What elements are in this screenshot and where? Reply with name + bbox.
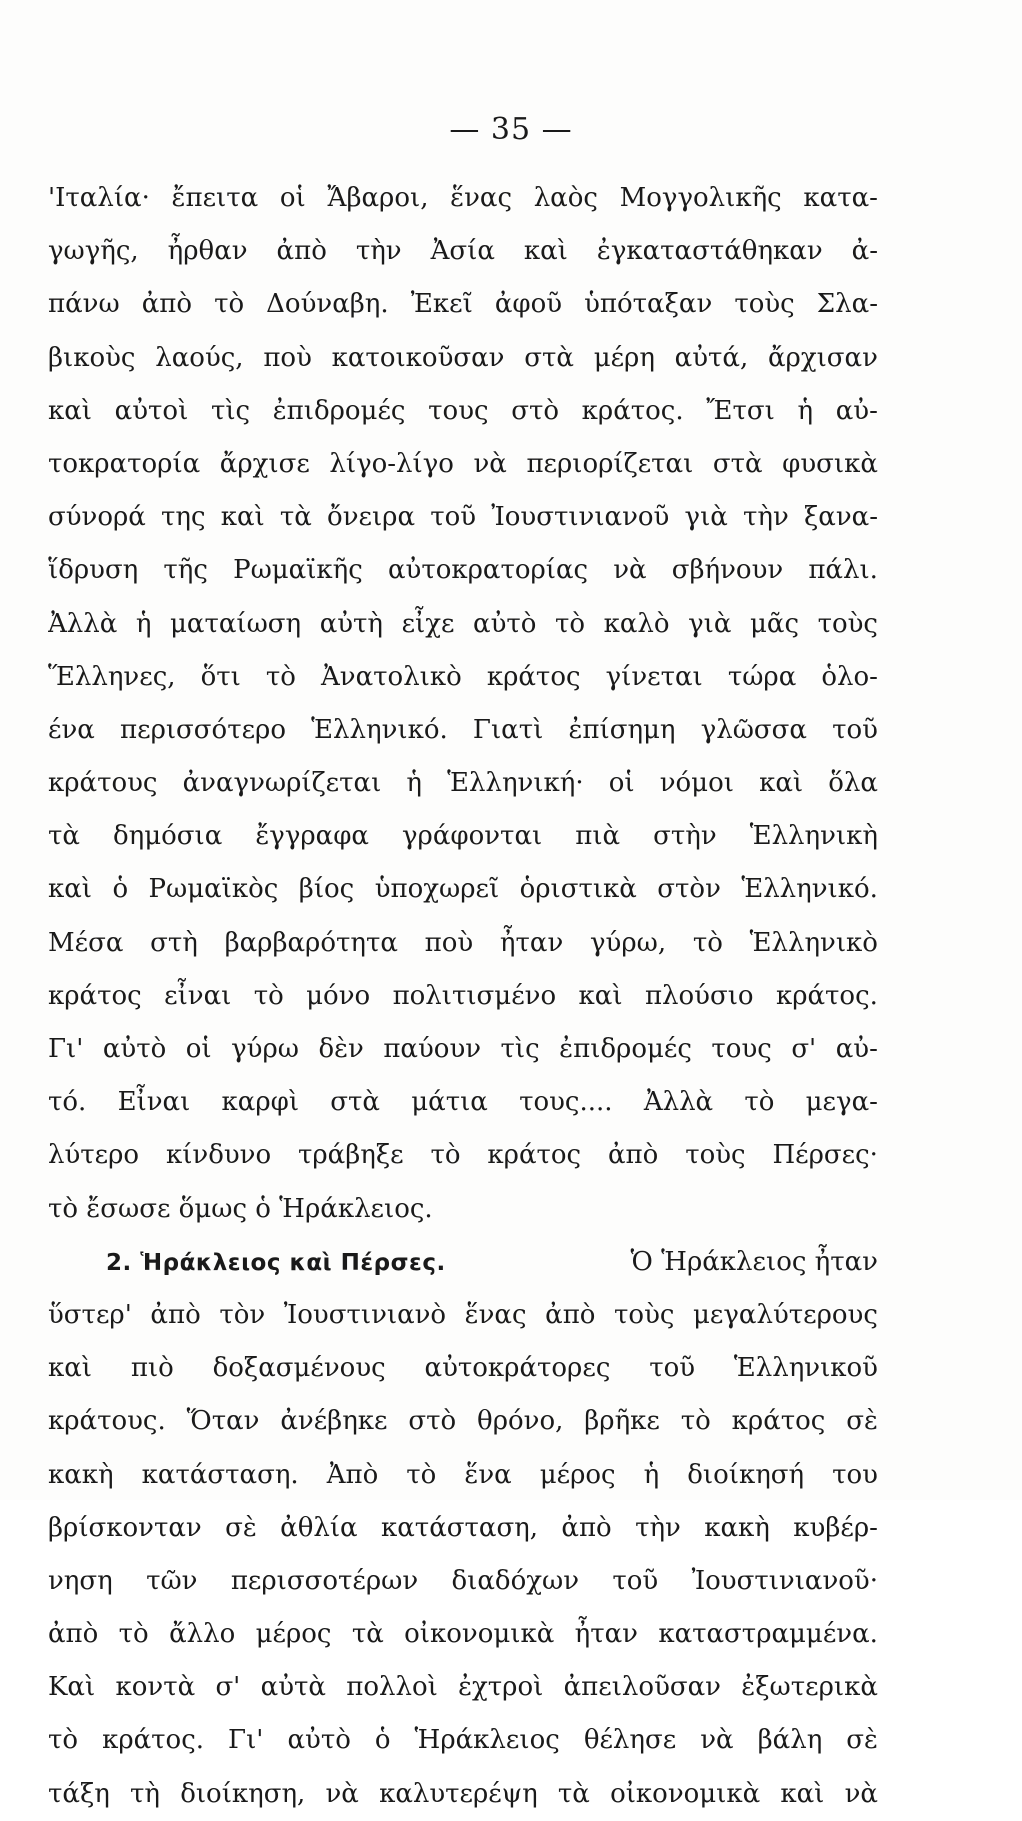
text-line: Καὶ κοντὰ σ' αὐτὰ πολλοὶ ἐχτροὶ ἀπειλοῦσαν ἐξωτερικὰ: [48, 1672, 878, 1703]
text-line: ἵδρυση τῆς Ρωμαϊκῆς αὐτοκρατορίας νὰ σβήνουν πάλι.: [48, 555, 878, 586]
text-line: Μέσα στὴ βαρβαρότητα ποὺ ἦταν γύρω, τὸ Ἑλληνικὸ: [48, 927, 878, 958]
text-line: κράτους. Ὅταν ἀνέβηκε στὸ θρόνο, βρῆκε τὸ κράτος σὲ: [48, 1406, 878, 1437]
text-line: καὶ ὁ Ρωμαϊκὸς βίος ὑποχωρεῖ ὁριστικὰ στὸν Ἑλληνικό.: [48, 874, 878, 905]
text-line: Ἕλληνες, ὅτι τὸ Ἀνατολικὸ κράτος γίνεται τώρα ὁλο-: [48, 661, 878, 692]
text-line: βικοὺς λαούς, ποὺ κατοικοῦσαν στὰ μέρη αὐτά, ἄρχισαν: [48, 342, 878, 373]
text-line: τό. Εἶναι καρφὶ στὰ μάτια τους.... Ἀλλὰ τὸ μεγα-: [48, 1087, 878, 1118]
text-line: γωγῆς, ἦρθαν ἀπὸ τὴν Ἀσία καὶ ἐγκαταστάθηκαν ἀ-: [48, 236, 878, 267]
text-line: βρίσκονταν σὲ ἀθλία κατάσταση, ἀπὸ τὴν κακὴ κυβέρ-: [48, 1512, 878, 1543]
text-line: Ἀλλὰ ἡ ματαίωση αὐτὴ εἶχε αὐτὸ τὸ καλὸ γιὰ μᾶς τοὺς: [48, 608, 878, 639]
text-line: 'Ιταλία· ἔπειτα οἱ Ἄβαροι, ἕνας λαὸς Μογγολικῆς κατα-: [48, 183, 878, 213]
text-line: κακὴ κατάσταση. Ἀπὸ τὸ ἕνα μέρος ἡ διοίκησή του: [48, 1459, 878, 1490]
page-number: — 35 —: [449, 112, 573, 147]
text-line: ὕστερ' ἀπὸ τὸν Ἰουστινιανὸ ἕνας ἀπὸ τοὺς μεγαλύτερους: [48, 1299, 878, 1330]
section-first-line-text: Ὁ Ἡράκλειος ἦταν: [630, 1246, 878, 1277]
text-line: καὶ αὐτοὶ τὶς ἐπιδρομές τους στὸ κράτος. Ἔτσι ἡ αὐ-: [48, 395, 878, 426]
text-line: Γι' αὐτὸ οἱ γύρω δὲν παύουν τὶς ἐπιδρομές τους σ' αὐ-: [48, 1034, 878, 1064]
text-line: κράτος εἶναι τὸ μόνο πολιτισμένο καὶ πλούσιο κράτος.: [48, 980, 878, 1011]
text-line: κράτους ἀναγνωρίζεται ἡ Ἑλληνική· οἱ νόμοι καὶ ὅλα: [48, 768, 878, 799]
text-line: τοκρατορία ἄρχισε λίγο-λίγο νὰ περιορίζεται στὰ φυσικὰ: [48, 448, 878, 479]
text-line: λύτερο κίνδυνο τράβηξε τὸ κράτος ἀπὸ τοὺς Πέρσες·: [48, 1140, 878, 1171]
text-line: τάξη τὴ διοίκηση, νὰ καλυτερέψη τὰ οἰκονομικὰ καὶ νὰ: [48, 1778, 878, 1809]
text-line: νηση τῶν περισσοτέρων διαδόχων τοῦ Ἰουστινιανοῦ·: [48, 1565, 878, 1596]
text-line: καὶ πιὸ δοξασμένους αὐτοκράτορες τοῦ Ἑλληνικοῦ: [48, 1353, 878, 1384]
text-line: πάνω ἀπὸ τὸ Δούναβη. Ἐκεῖ ἀφοῦ ὑπόταξαν τοὺς Σλα-: [48, 289, 878, 320]
section-first-line: [48, 1236, 878, 1289]
text-line: σύνορά της καὶ τὰ ὄνειρα τοῦ Ἰουστινιανοῦ γιὰ τὴν ξανα-: [48, 502, 878, 533]
section-heading: 2. Ἡράκλειος καὶ Πέρσες.: [106, 1249, 446, 1276]
text-line: ἀπὸ τὸ ἄλλο μέρος τὰ οἰκονομικὰ ἦταν καταστραμμένα.: [48, 1619, 878, 1650]
text-line: τὸ κράτος. Γι' αὐτὸ ὁ Ἡράκλειος θέλησε νὰ βάλη σὲ: [48, 1725, 878, 1756]
text-line: ένα περισσότερο Ἑλληνικό. Γιατὶ ἐπίσημη γλῶσσα τοῦ: [48, 714, 878, 745]
body-text: [48, 172, 878, 1821]
text-line: τὰ δημόσια ἔγγραφα γράφονται πιὰ στὴν Ἑλληνικὴ: [48, 821, 878, 852]
text-line: τὸ ἔσωσε ὅμως ὁ Ἡράκλειος.: [48, 1193, 433, 1224]
